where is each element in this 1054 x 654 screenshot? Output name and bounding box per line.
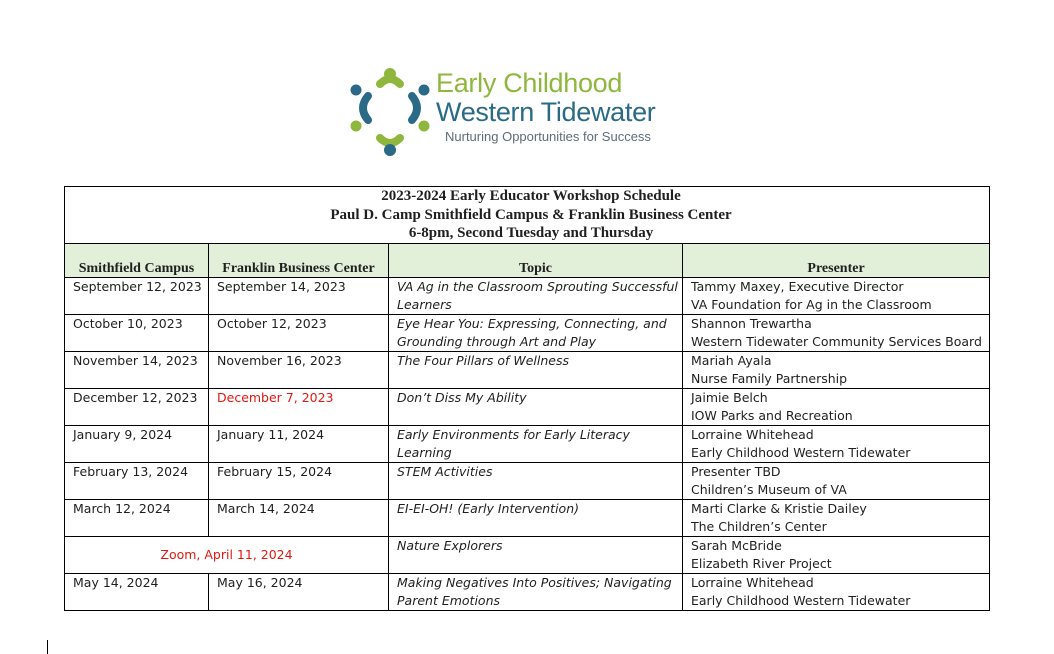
presenter-cell bbox=[683, 499, 990, 536]
presenter-org: Children’s Museum of VA bbox=[691, 481, 847, 497]
zoom-date: Zoom, April 11, 2024 bbox=[65, 536, 389, 573]
topic: STEM Activities bbox=[389, 462, 683, 499]
presenter-org: Elizabeth River Project bbox=[691, 555, 832, 571]
presenter-name: Presenter TBD bbox=[691, 463, 781, 479]
title-line-1: 2023-2024 Early Educator Workshop Schedule bbox=[381, 188, 681, 204]
presenter-name: Jaimie Belch bbox=[691, 389, 768, 405]
topic: EI-EI-OH! (Early Intervention) bbox=[389, 499, 683, 536]
schedule-title bbox=[65, 187, 990, 244]
table-row bbox=[65, 388, 990, 425]
franklin-date: January 11, 2024 bbox=[209, 425, 389, 462]
presenter-name: Shannon Trewartha bbox=[691, 315, 812, 331]
smithfield-date: December 12, 2023 bbox=[65, 388, 209, 425]
presenter-cell bbox=[683, 314, 990, 351]
topic: Nature Explorers bbox=[389, 536, 683, 573]
presenter-cell bbox=[683, 351, 990, 388]
table-row bbox=[65, 573, 990, 610]
logo-line-2: Western Tidewater bbox=[436, 97, 656, 127]
presenter-org: VA Foundation for Ag in the Classroom bbox=[691, 296, 932, 312]
presenter-cell bbox=[683, 573, 990, 610]
workshop-schedule-table bbox=[64, 186, 990, 611]
smithfield-date: November 14, 2023 bbox=[65, 351, 209, 388]
topic: The Four Pillars of Wellness bbox=[389, 351, 683, 388]
title-row bbox=[65, 187, 990, 244]
franklin-date: October 12, 2023 bbox=[209, 314, 389, 351]
topic: VA Ag in the Classroom Sprouting Successful Learners bbox=[389, 277, 683, 314]
smithfield-date: September 12, 2023 bbox=[65, 277, 209, 314]
logo-wordmark bbox=[436, 68, 656, 148]
table-row bbox=[65, 351, 990, 388]
topic: Eye Hear You: Expressing, Connecting, and Grounding through Art and Play bbox=[389, 314, 683, 351]
logo bbox=[350, 68, 680, 160]
table-row bbox=[65, 314, 990, 351]
presenter-name: Lorraine Whitehead bbox=[691, 426, 814, 442]
presenter-org: IOW Parks and Recreation bbox=[691, 407, 853, 423]
presenter-name: Tammy Maxey, Executive Director bbox=[691, 278, 904, 294]
franklin-date: May 16, 2024 bbox=[209, 573, 389, 610]
presenter-org: Early Childhood Western Tidewater bbox=[691, 592, 911, 608]
presenter-cell bbox=[683, 277, 990, 314]
smithfield-date: October 10, 2023 bbox=[65, 314, 209, 351]
presenter-cell bbox=[683, 425, 990, 462]
presenter-org: The Children’s Center bbox=[691, 518, 827, 534]
title-line-2: Paul D. Camp Smithfield Campus & Franklin Business Center bbox=[330, 206, 732, 223]
presenter-cell bbox=[683, 536, 990, 573]
presenter-name: Marti Clarke & Kristie Dailey bbox=[691, 500, 867, 516]
smithfield-date: March 12, 2024 bbox=[65, 499, 209, 536]
franklin-date: November 16, 2023 bbox=[209, 351, 389, 388]
header-smithfield: Smithfield Campus bbox=[65, 243, 209, 277]
presenter-org: Nurse Family Partnership bbox=[691, 370, 848, 386]
franklin-date: February 15, 2024 bbox=[209, 462, 389, 499]
topic: Don’t Diss My Ability bbox=[389, 388, 683, 425]
presenter-org: Early Childhood Western Tidewater bbox=[691, 444, 911, 460]
smithfield-date: February 13, 2024 bbox=[65, 462, 209, 499]
text-cursor[interactable] bbox=[47, 640, 48, 654]
header-topic: Topic bbox=[389, 243, 683, 277]
table-row bbox=[65, 277, 990, 314]
logo-tagline: Nurturing Opportunities for Success bbox=[445, 129, 651, 144]
presenter-cell bbox=[683, 388, 990, 425]
presenter-org: Western Tidewater Community Services Board bbox=[691, 333, 982, 349]
table-row bbox=[65, 462, 990, 499]
topic: Early Environments for Early Literacy Learning bbox=[389, 425, 683, 462]
header-row bbox=[65, 243, 990, 277]
presenter-name: Mariah Ayala bbox=[691, 352, 772, 368]
header-presenter: Presenter bbox=[683, 243, 990, 277]
franklin-date: September 14, 2023 bbox=[209, 277, 389, 314]
table-row bbox=[65, 499, 990, 536]
topic: Making Negatives Into Positives; Navigating Parent Emotions bbox=[389, 573, 683, 610]
presenter-cell bbox=[683, 462, 990, 499]
presenter-name: Sarah McBride bbox=[691, 537, 782, 553]
table-row bbox=[65, 536, 990, 573]
header-franklin: Franklin Business Center bbox=[209, 243, 389, 277]
table-row bbox=[65, 425, 990, 462]
franklin-date-changed: December 7, 2023 bbox=[209, 388, 389, 425]
smithfield-date: May 14, 2024 bbox=[65, 573, 209, 610]
title-line-3: 6-8pm, Second Tuesday and Thursday bbox=[408, 225, 654, 241]
franklin-date: March 14, 2024 bbox=[209, 499, 389, 536]
smithfield-date: January 9, 2024 bbox=[65, 425, 209, 462]
logo-line-1: Early Childhood bbox=[436, 68, 623, 98]
presenter-name: Lorraine Whitehead bbox=[691, 574, 814, 590]
logo-mark-icon bbox=[350, 68, 430, 160]
